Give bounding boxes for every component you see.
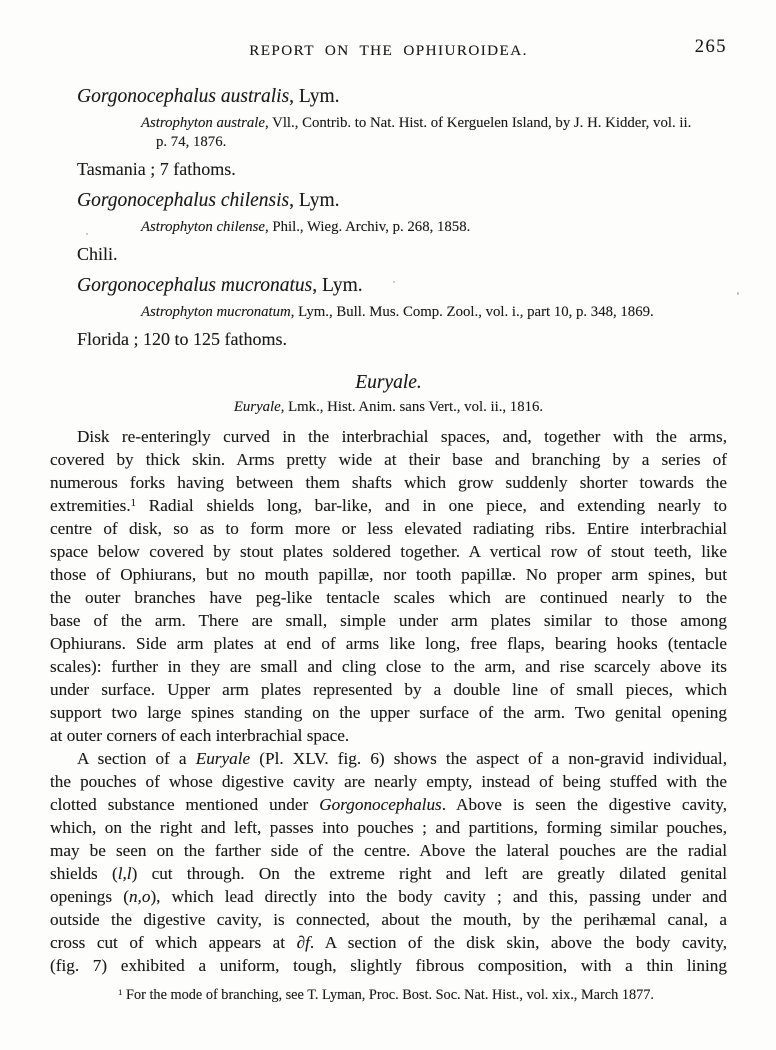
paragraph-line: support two large spines standing on the upper surface of the arm. Two genital opening	[50, 703, 727, 722]
paragraph-line: (fig. 7) exhibited a uniform, tough, slightly fibrous composition, with a thin lining	[50, 956, 727, 975]
synonym-reference	[50, 218, 727, 237]
running-title: REPORT ON THE OPHIUROIDEA.	[249, 42, 528, 59]
genus-heading: Euryale.	[355, 372, 422, 393]
paragraph-line: extremities.$^1$ Radial shields long, bar-like, and in one piece, and extending nearly to	[50, 496, 727, 515]
species-name: Gorgonocephalus chilensis	[77, 190, 290, 211]
paragraph-line: outside the digestive cavity, is connected, about the mouth, by the perihæmal canal, a	[50, 910, 727, 929]
paragraph-line: space below covered by stout plates soldered together. A vertical row of stout teeth, like	[50, 542, 727, 561]
genus-synonymy: Euryale, Lmk., Hist. Anim. sans Vert., vol. ii., 1816.	[233, 399, 544, 415]
paragraph-line: scales): further in they are small and cling close to the arm, and rise scarcely above its	[50, 657, 727, 676]
species-entry	[50, 275, 727, 350]
footnote: $^1$ For the mode of branching, see T. Lyman, Proc. Bost. Soc. Nat. Hist., vol. xix., March 1877.	[118, 986, 654, 1003]
reference-line: p. 74, 1876.	[156, 134, 227, 150]
body-paragraph	[50, 747, 727, 977]
reference-line: Astrophyton chilense, Phil., Wieg. Archiv, p. 268, 1858.	[141, 219, 471, 235]
body-paragraph	[50, 425, 727, 747]
species-authority: , Lym.	[289, 86, 340, 107]
paragraph-line: the outer branches have peg-like tentacle scales which are continued nearly to the	[50, 588, 727, 607]
synonym-reference	[50, 303, 727, 322]
species-entry	[50, 190, 727, 265]
species-name: Gorgonocephalus australis	[77, 86, 290, 107]
locality-line: Chili.	[77, 244, 118, 264]
species-name-line	[77, 190, 727, 212]
locality-line: Tasmania ; 7 fathoms.	[77, 159, 236, 179]
paragraph-line: numerous forks having between them shafts which grow suddenly shorter towards the	[50, 473, 727, 492]
page-number: 265	[694, 37, 727, 57]
page-header	[50, 37, 727, 62]
paragraph-line: those of Ophiurans, but no mouth papillæ, nor tooth papillæ. No proper arm spines, but	[50, 565, 727, 584]
paragraph-line: base of the arm. There are small, simple under arm plates similar to those among	[50, 611, 727, 630]
species-authority: , Lym.	[289, 190, 340, 211]
species-name-line	[77, 275, 727, 297]
species-name-line	[77, 86, 727, 108]
paragraph-line: Ophiurans. Side arm plates at end of arms like long, free flaps, bearing hooks (tentacle	[50, 634, 727, 653]
species-entry	[50, 86, 727, 180]
paragraph-line: clotted substance mentioned under Gorgonocephalus. Above is seen the digestive cavity,	[50, 795, 727, 814]
paragraph-line: under surface. Upper arm plates represented by a double line of small pieces, which	[50, 680, 727, 699]
paragraph-line: shields (l,l) cut through. On the extreme right and left are greatly dilated genital	[50, 864, 727, 883]
paragraph-line: covered by thick skin. Arms pretty wide at their base and branching by a series of	[50, 450, 727, 469]
scan-speck	[737, 292, 739, 295]
species-authority: , Lym.	[312, 275, 363, 296]
paragraph-line: at outer corners of each interbrachial space.	[50, 726, 350, 745]
paragraph-line: may be seen on the farther side of the centre. Above the lateral pouches are the radial	[50, 841, 727, 860]
paragraph-line: openings (n,o), which lead directly into the body cavity ; and this, passing under and	[50, 887, 727, 906]
paragraph-line: the pouches of whose digestive cavity are nearly empty, instead of being stuffed with the	[50, 772, 727, 791]
reference-line: Astrophyton mucronatum, Lym., Bull. Mus. Comp. Zool., vol. i., part 10, p. 348, 1869.	[141, 304, 654, 320]
paragraph-line: cross cut of which appears at ∂f. A section of the disk skin, above the body cavity,	[50, 933, 727, 952]
paragraph-line: A section of a Euryale (Pl. XLV. fig. 6) shows the aspect of a non-gravid individual,	[77, 749, 727, 768]
paragraph-line: Disk re-enteringly curved in the interbrachial spaces, and, together with the arms,	[77, 427, 727, 446]
synonym-reference	[50, 114, 727, 152]
locality-line: Florida ; 120 to 125 fathoms.	[77, 329, 287, 349]
page-content	[50, 37, 727, 1006]
paragraph-line: centre of disk, so as to form more or less elevated radiating ribs. Entire interbrachial	[50, 519, 727, 538]
reference-line: Astrophyton australe, Vll., Contrib. to Nat. Hist. of Kerguelen Island, by J. H. Kidder, vol. ii.	[141, 115, 692, 131]
species-name: Gorgonocephalus mucronatus	[77, 275, 313, 296]
paragraph-line: which, on the right and left, passes into pouches ; and partitions, forming similar pouches,	[50, 818, 727, 837]
